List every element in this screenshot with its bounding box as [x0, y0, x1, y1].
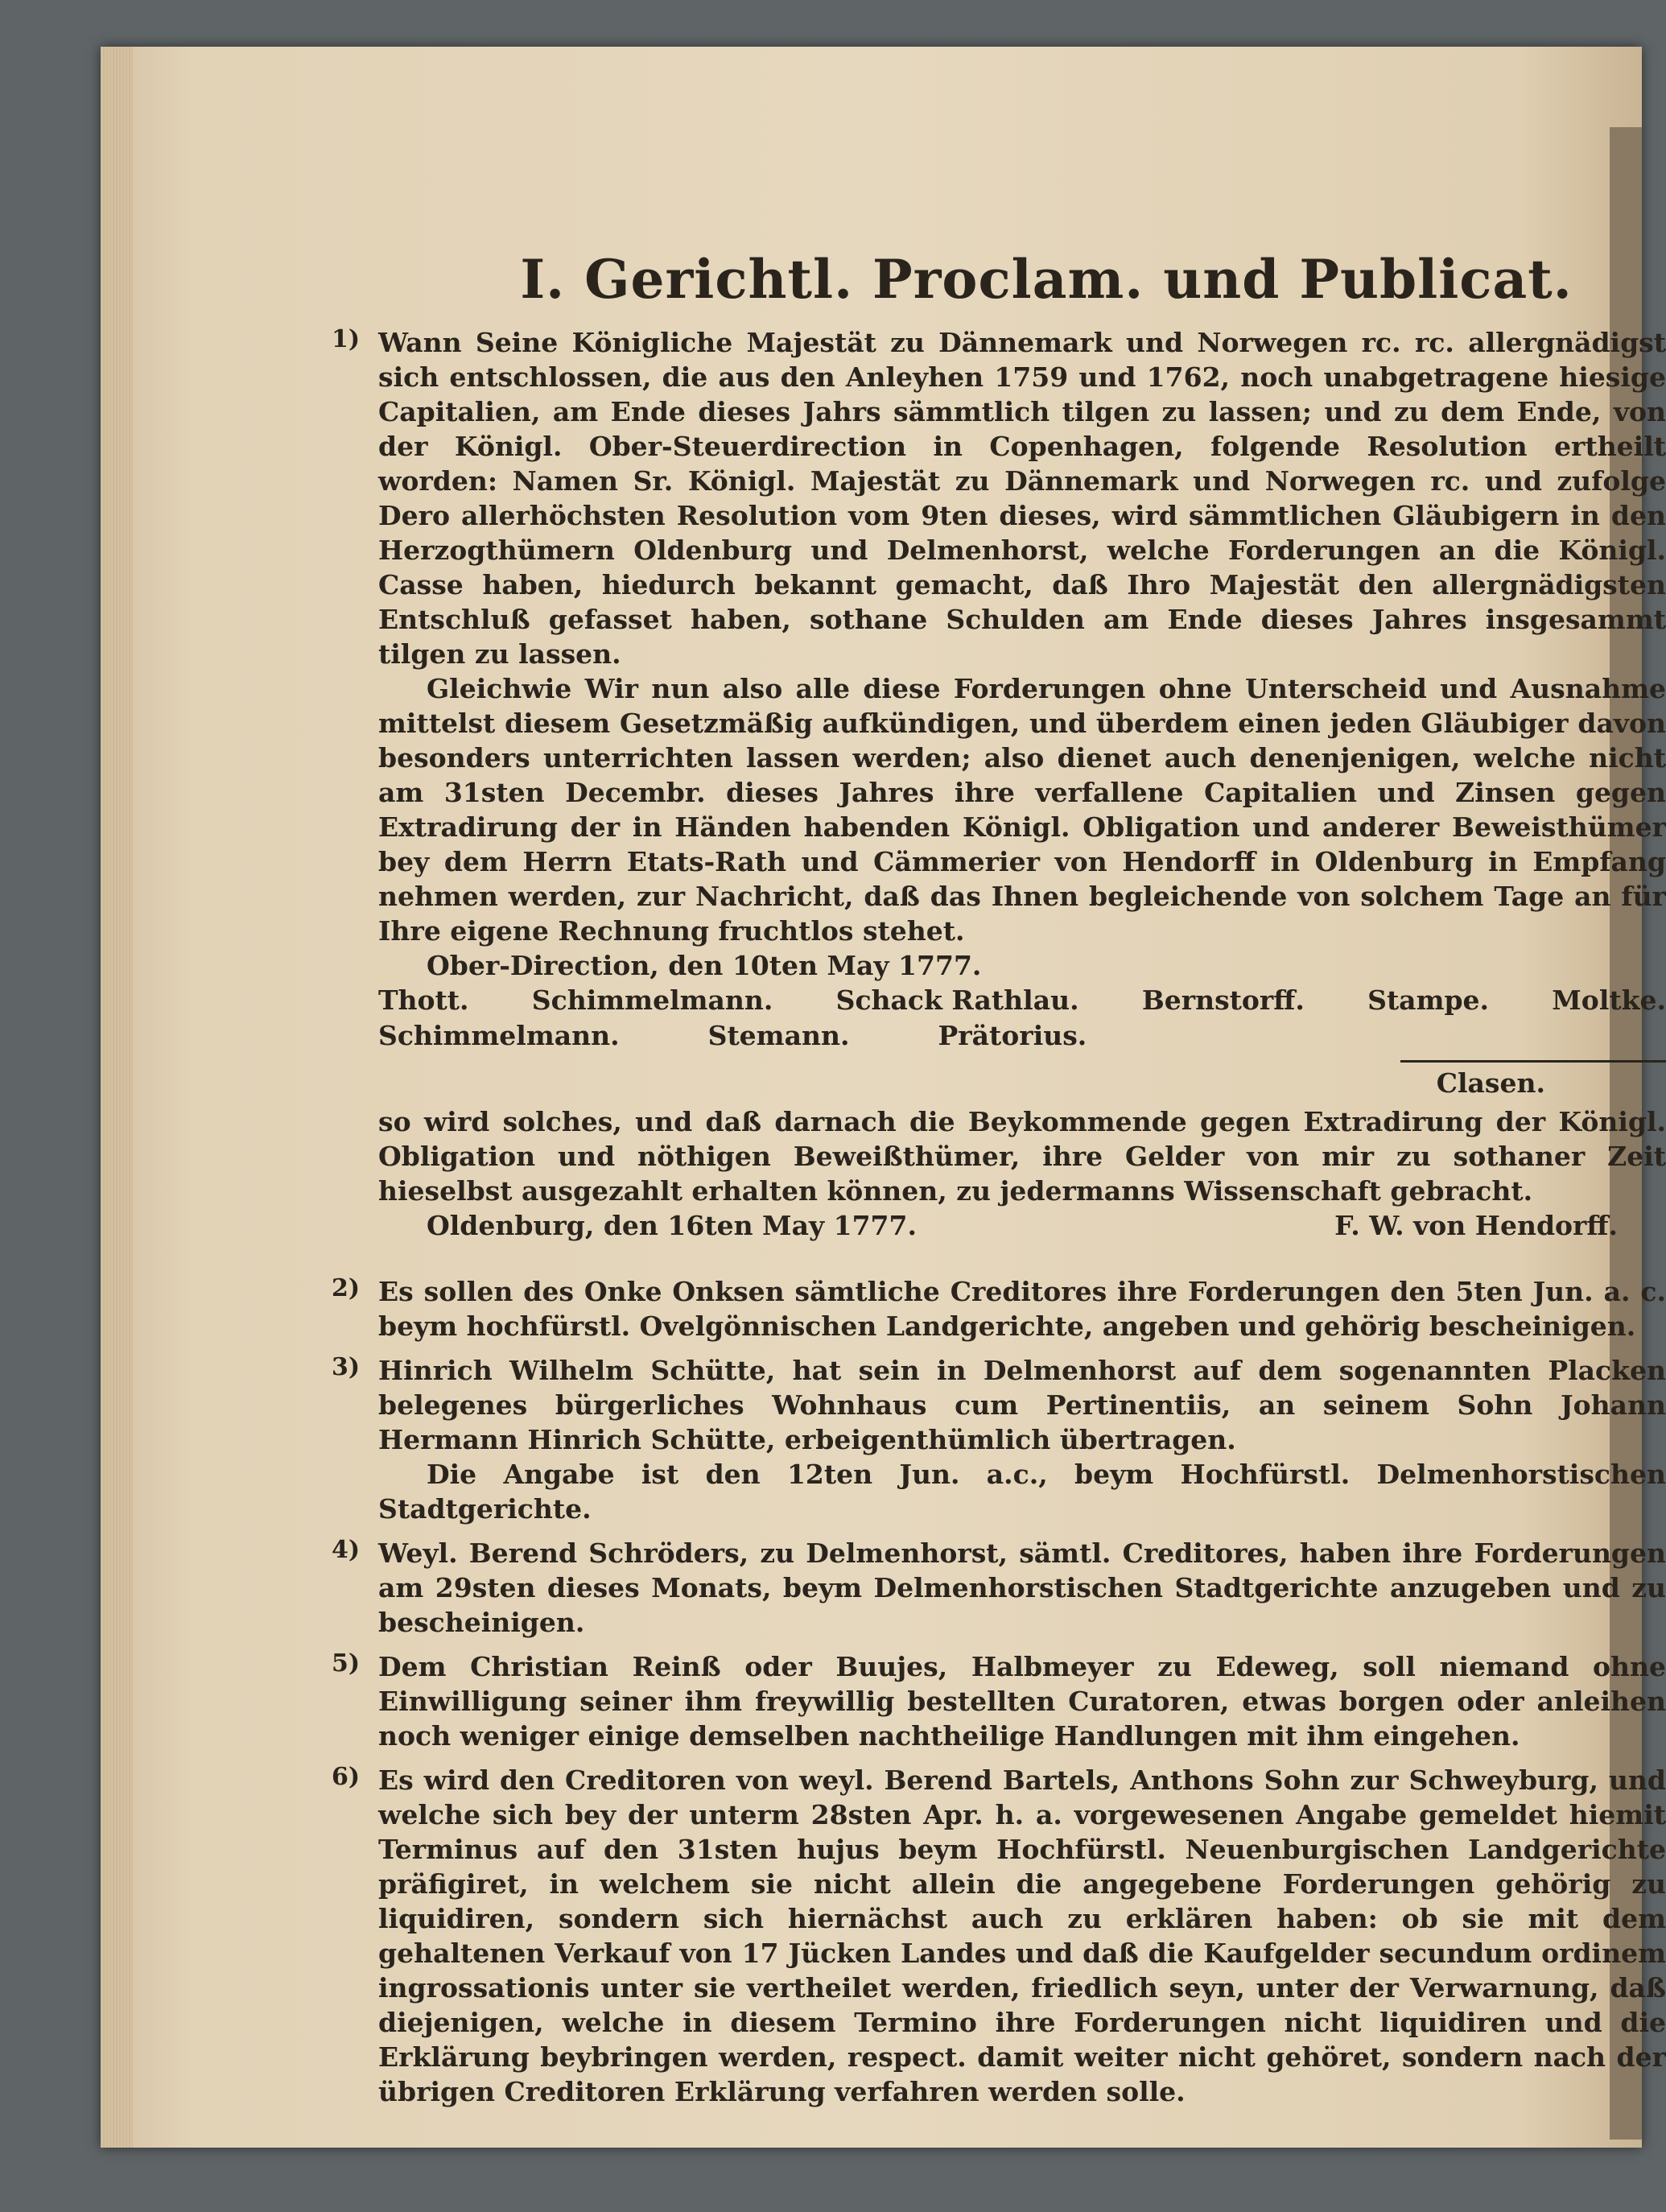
entry-number: 2): [332, 1274, 361, 1302]
entry-4: [332, 1536, 1666, 1640]
entry-text: Weyl. Berend Schröders, zu Delmenhorst, sämtl. Creditores, haben ihre Forderungen am 29sten dieses Monats, beym Delmenhorstischen Stadtgerichte anzugeben und zu bescheinigen.: [378, 1537, 1666, 1638]
entry-6: [332, 1763, 1666, 2109]
entry-5: [332, 1649, 1666, 1753]
signers-row-2: [378, 1018, 1666, 1054]
date-signature-line: [378, 1208, 1666, 1244]
signer: Schimmelmann.: [378, 1020, 620, 1051]
date: Oldenburg, den 16ten May 1777.: [427, 1210, 917, 1241]
entry-3: [332, 1353, 1666, 1526]
entry-text-continued: Gleichwie Wir nun also alle diese Forderungen ohne Unterscheid und Ausnahme mittelst diesem Gesetzmäßig aufkündigen, und überdem einen jeden Gläubiger davon besonders unterrichten lassen werden; also dienet auch denenjenigen, welche nicht am 31sten Decembr. dieses Jahres ihre verfallene Capitalien und Zinsen gegen Extradirung der in Händen habenden Königl. Obligation und anderer Beweisthümer bey dem Herrn Etats-Rath und Cämmerier von Hendorff in Oldenburg in Empfang nehmen werden, zur Nachricht, daß das Ihnen begleichende von solchem Tage an für Ihre eigene Rechnung fruchtlos stehet.: [378, 673, 1666, 947]
signer: Bernstorff.: [1141, 984, 1305, 1016]
entry-text: Hinrich Wilhelm Schütte, hat sein in Delmenhorst auf dem sogenannten Placken belegenes bürgerliches Wohnhaus cum Pertinentiis, an seinem Sohn Johann Hermann Hinrich Schütte, erbeigenthümlich übertragen.: [378, 1355, 1666, 1455]
page-title: I. Gerichtl. Proclam. und Publicat.: [520, 248, 1573, 311]
entry-number: 3): [332, 1353, 361, 1381]
place-date: Ober-Direction, den 10ten May 1777.: [427, 950, 982, 981]
signer: Thott.: [378, 984, 469, 1016]
signers-row-1: [378, 983, 1666, 1018]
signer: Schack Rathlau.: [835, 984, 1079, 1016]
entry-text-continued: Die Angabe ist den 12ten Jun. a.c., beym Hochfürstl. Delmenhorstischen Stadtgerichte.: [378, 1459, 1666, 1525]
entry-number: 4): [332, 1536, 361, 1564]
entry-1: [332, 325, 1666, 1244]
entry-text: Es sollen des Onke Onksen sämtliche Creditores ihre Forderungen den 5ten Jun. a. c. beym hochfürstl. Ovelgönnischen Landgerichte, angeben und gehörig bescheinigen.: [378, 1276, 1666, 1342]
page-edges: [101, 47, 133, 2148]
entry-number: 5): [332, 1649, 361, 1678]
entry-text-closing: so wird solches, und daß darnach die Beykommende gegen Extradirung der Königl. Obligation und nöthigen Beweißthümer, ihre Gelder von mir zu sothaner Zeit hieselbst ausgezahlt erhalten können, zu jedermanns Wissenschaft gebracht.: [378, 1106, 1666, 1207]
page-content: [332, 135, 1666, 2109]
entry-text: Es wird den Creditoren von weyl. Berend Bartels, Anthons Sohn zur Schweyburg, und welche sich bey der unterm 28sten Apr. h. a. vorgewesenen Angabe gemeldet hiemit Terminus auf den 31sten hujus beym Hochfürstl. Neuenburgischen Landgerichte präfigiret, in welchem sie nicht allein die angegebene Forderungen gehörig zu liquidiren, sondern sich hiernächst auch zu erklären haben: ob sie mit dem gehaltenen Verkauf von 17 Jücken Landes und daß die Kaufgelder secundum ordinem ingrossationis unter sie vertheilet werden, friedlich seyn, unter der Verwarnung, daß diejenigen, welche in diesem Termino ihre Forderungen nicht liquidiren und die Erklärung beybringen werden, respect. damit weiter nicht gehöret, sondern nach der übrigen Creditoren Erklärung verfahren werden solle.: [378, 1764, 1666, 2107]
book-page: [101, 47, 1666, 2148]
signer: Stampe.: [1367, 984, 1490, 1016]
signer-right: Clasen.: [1436, 1067, 1545, 1099]
signer: Stemann.: [707, 1020, 850, 1051]
entry-number: 1): [332, 325, 361, 353]
entry-number: 6): [332, 1763, 361, 1791]
entry-text: Wann Seine Königliche Majestät zu Dännemark und Norwegen rc. rc. allergnädigst sich entschlossen, die aus den Anleyhen 1759 und 1762, noch unabgetragene hiesige Capitalien, am Ende dieses Jahrs sämmtlich tilgen zu lassen; und zu dem Ende, von der Königl. Ober-Steuerdirection in Copenhagen, folgende Resolution ertheilt worden: Namen Sr. Königl. Majestät zu Dännemark und Norwegen rc. und zufolge Dero allerhöchsten Resolution vom 9ten dieses, wird sämmtlichen Gläubigern in den Herzogthümern Oldenburg und Delmenhorst, welche Forderungen an die Königl. Casse haben, hiedurch bekannt gemacht, daß Ihro Majestät den allergnädigsten Entschluß gefasset haben, sothane Schulden am Ende dieses Jahres insgesammt tilgen zu lassen.: [378, 327, 1666, 670]
signer: Moltke.: [1552, 984, 1666, 1016]
signer: Prätorius.: [938, 1020, 1087, 1051]
signature: F. W. von Hendorff.: [1334, 1210, 1618, 1241]
entry-2: [332, 1274, 1666, 1343]
signer: Schimmelmann.: [531, 984, 773, 1016]
entry-text: Dem Christian Reinß oder Buujes, Halbmeyer zu Edeweg, soll niemand ohne Einwilligung seiner ihm freywillig bestellten Curatoren, etwas borgen oder anleihen noch weniger einige demselben nachtheilige Handlungen mit ihm eingehen.: [378, 1651, 1666, 1752]
